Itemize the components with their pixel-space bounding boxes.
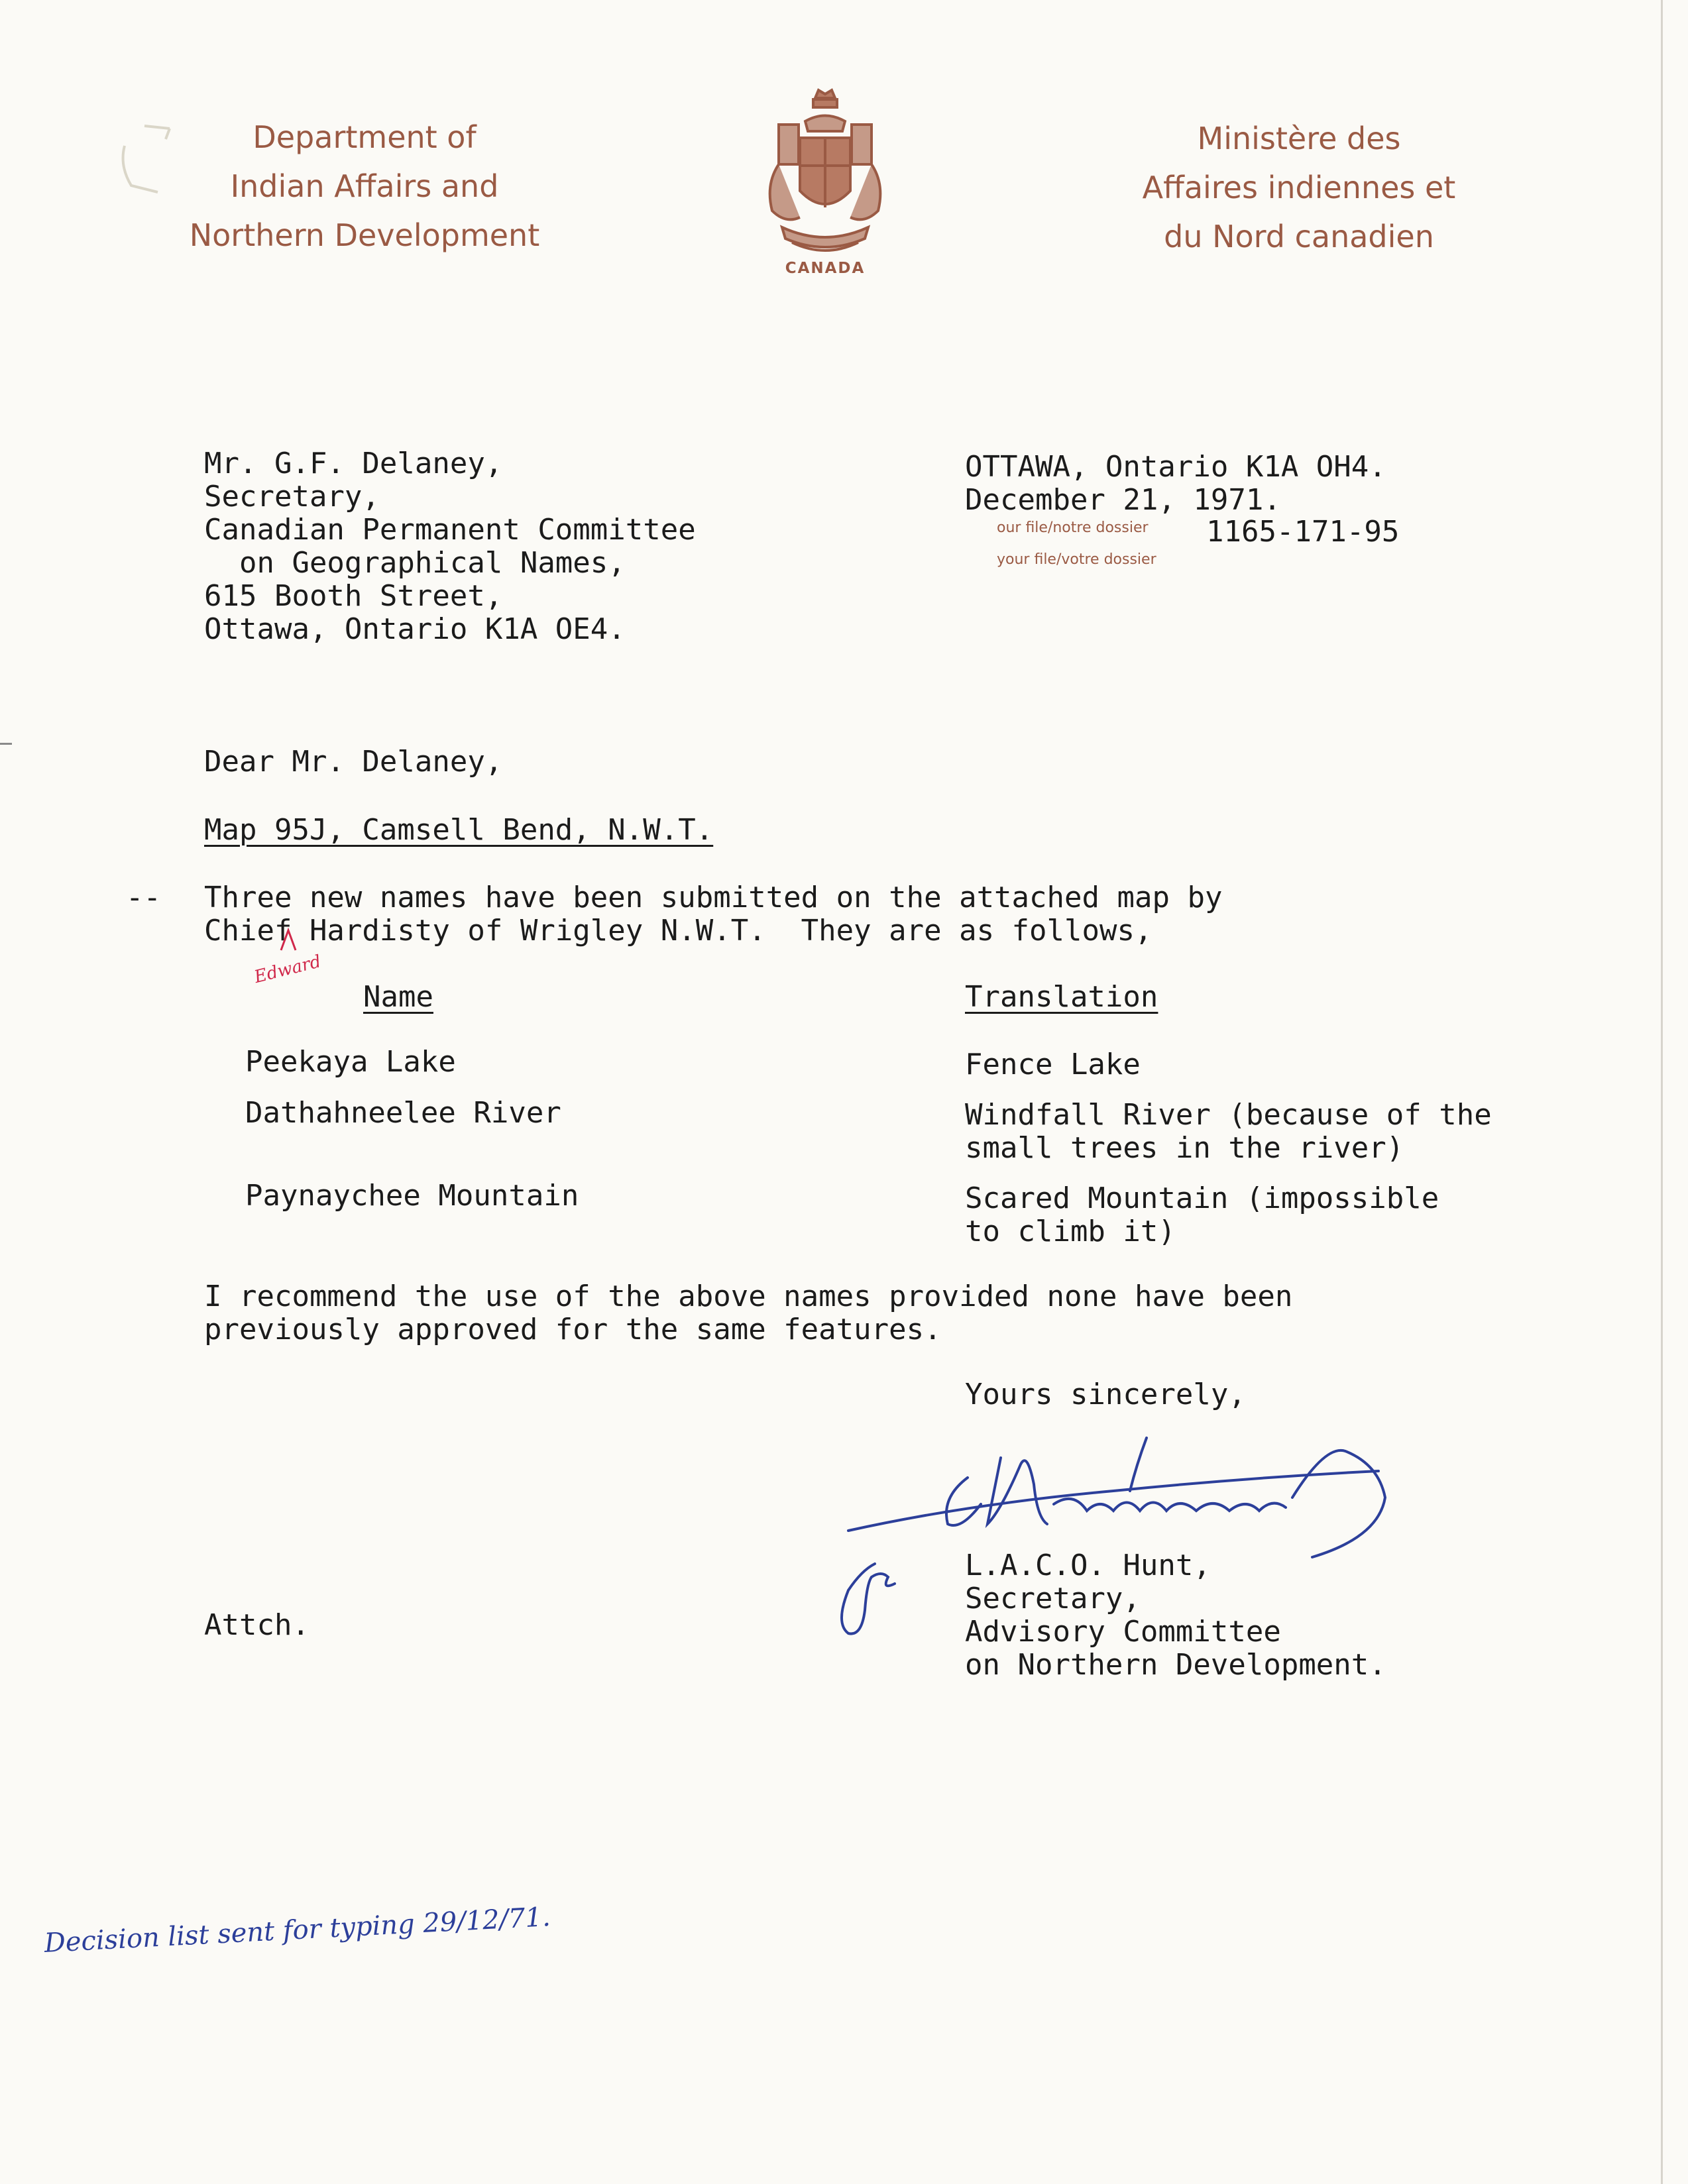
signer-line-3: Advisory Committee xyxy=(965,1615,1281,1649)
signer-line-4: on Northern Development. xyxy=(965,1648,1386,1682)
your-file-label: your file/votre dossier xyxy=(997,551,1156,568)
recipient-line-1: Mr. G.F. Delaney, xyxy=(204,447,503,480)
salutation: Dear Mr. Delaney, xyxy=(204,745,503,779)
table-row-2-translation-2: small trees in the river) xyxy=(965,1131,1404,1165)
letterhead-english-line-2: Indian Affairs and xyxy=(230,168,499,204)
intro-line-1: Three new names have been submitted on the attached map by xyxy=(204,881,1223,914)
table-row-3-translation-2: to climb it) xyxy=(965,1215,1176,1248)
recipient-line-6: Ottawa, Ontario K1A OE4. xyxy=(204,612,626,646)
caret-icon xyxy=(278,926,298,953)
crest-label: CANADA xyxy=(785,260,866,277)
recommendation-line-1: I recommend the use of the above names provided none have been xyxy=(204,1280,1293,1313)
table-row-1-translation-1: Fence Lake xyxy=(965,1048,1141,1081)
handwritten-insert: Edward xyxy=(252,952,323,987)
subject-line: Map 95J, Camsell Bend, N.W.T. xyxy=(204,813,714,847)
recipient-line-2: Secretary, xyxy=(204,480,380,514)
letterhead-french-line-2: Affaires indiennes et xyxy=(1142,170,1456,205)
closing: Yours sincerely, xyxy=(965,1378,1246,1411)
margin-mark xyxy=(0,743,12,745)
recommendation-line-2: previously approved for the same features. xyxy=(204,1313,942,1346)
recipient-line-3: Canadian Permanent Committee xyxy=(204,513,696,547)
place-line: OTTAWA, Ontario K1A OH4. xyxy=(965,450,1386,484)
attachment-note: Attch. xyxy=(204,1608,309,1642)
table-row-1-name: Peekaya Lake xyxy=(245,1045,456,1079)
letterhead-english xyxy=(152,113,577,260)
letterhead-french-line-3: du Nord canadien xyxy=(1164,219,1434,254)
letterhead-french xyxy=(1094,114,1504,261)
handwritten-note: Decision list sent for typing 29/12/71. xyxy=(43,1902,551,1959)
table-row-3-translation-1: Scared Mountain (impossible xyxy=(965,1181,1439,1215)
signer-line-2: Secretary, xyxy=(965,1582,1141,1615)
date-line: December 21, 1971. xyxy=(965,483,1281,517)
coat-of-arms-icon xyxy=(752,85,898,284)
table-row-3-name: Paynaychee Mountain xyxy=(245,1179,579,1213)
recipient-line-4: on Geographical Names, xyxy=(204,546,626,580)
our-file-number: 1165-171-95 xyxy=(1206,515,1400,549)
letterhead-english-line-3: Northern Development xyxy=(189,217,540,253)
table-row-2-name: Dathahneelee River xyxy=(245,1096,561,1130)
page-edge xyxy=(1661,0,1663,2184)
letterhead-french-line-1: Ministère des xyxy=(1197,121,1401,156)
intro-line-2: Chief Hardisty of Wrigley N.W.T. They are as follows, xyxy=(204,914,1153,948)
table-header-name: Name xyxy=(363,980,433,1014)
margin-dash: -- xyxy=(126,881,161,914)
signer-line-1: L.A.C.O. Hunt, xyxy=(965,1549,1211,1582)
table-row-2-translation-1: Windfall River (because of the xyxy=(965,1098,1492,1132)
table-header-translation: Translation xyxy=(965,980,1158,1014)
recipient-line-5: 615 Booth Street, xyxy=(204,579,503,613)
our-file-label: our file/notre dossier xyxy=(997,519,1149,536)
letterhead-english-line-1: Department of xyxy=(253,119,477,155)
